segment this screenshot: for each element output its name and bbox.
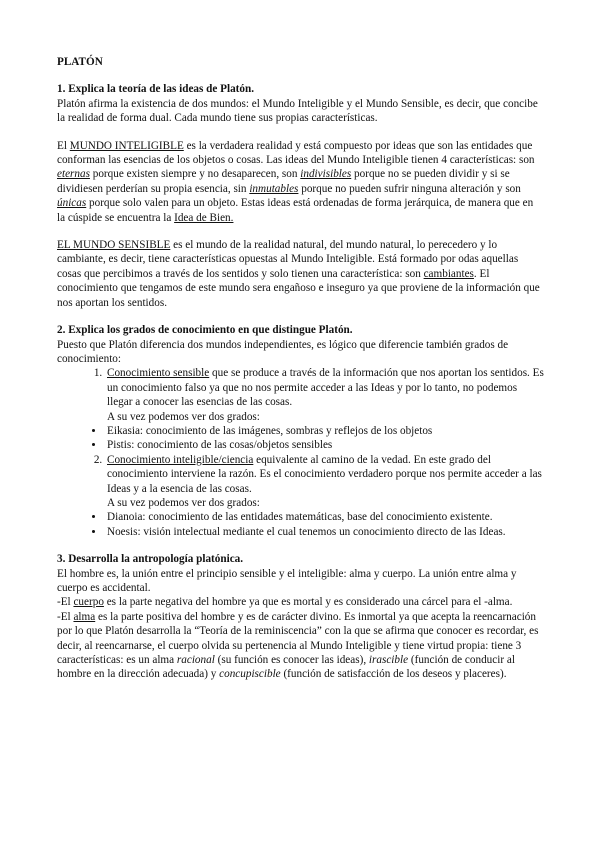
term-mundo-inteligible: MUNDO INTELIGIBLE	[69, 139, 184, 152]
text-run: es la parte positiva del hombre y es de carácter divino. Es inmortal ya que acepta la reencarnación por lo que Platón desarrolla la “Teoría de la reminiscencia” con la que se afirma que conocer es recordar, es decir, al reencarnarse, el cuerpo olvida su pertenencia al Mundo Inteligible y tiene virtud propia: tiene 3 características: es un alma	[57, 610, 539, 667]
list-item: • Eikasia: conocimiento de las imágenes, sombras y reflejos de los objetos	[105, 424, 544, 438]
section-1-paragraph-intelligible	[57, 139, 544, 225]
bullet-list-sensible	[57, 424, 544, 453]
grade-item-inteligible	[105, 453, 544, 511]
section-3-paragraph-1: El hombre es, la unión entre el principio sensible y el inteligible: alma y cuerpo. La unión entre alma y cuerpo es accidental.	[57, 567, 517, 594]
grade-note: A su vez podemos ver dos grados:	[107, 496, 260, 509]
text-run: porque existen siempre y no desaparecen, son	[89, 168, 301, 181]
bullet-list-inteligible	[57, 510, 544, 539]
section-3-heading: 3. Desarrolla la antropología platónica.	[57, 553, 244, 566]
list-item: • Dianoia: conocimiento de las entidades matemáticas, base del conocimiento existente.	[105, 510, 544, 524]
text-run: . El conocimiento que tengamos de este mundo sera engañoso e inseguro ya que proviene de la información que nos aportan los sentidos.	[57, 267, 540, 309]
term-conocimiento-inteligible: Conocimiento inteligible/ciencia	[107, 453, 254, 466]
section-3-paragraph-soul	[57, 610, 544, 682]
section-1-paragraph-sensible	[57, 238, 544, 310]
term-mundo-sensible: EL MUNDO SENSIBLE	[57, 239, 171, 252]
term-irascible: irascible	[368, 654, 409, 667]
grades-list-continued	[57, 453, 544, 511]
term-alma: alma	[73, 610, 96, 623]
list-item: • Noesis: visión intelectual mediante el cual tenemos un conocimiento directo de las Ideas.	[105, 525, 544, 539]
text-run: es el mundo de la realidad natural, del mundo natural, lo perecedero y lo cambiante, es decir, tiene características opuestas al Mundo Inteligible. Está formado por odas aquellas cosas que percibimos a través de los sentidos y solo tienen una característica: son	[57, 239, 519, 280]
text-run: -El	[57, 610, 74, 623]
document-title: PLATÓN	[57, 56, 103, 68]
section-1-heading: 1. Explica la teoría de las ideas de Platón.	[57, 83, 255, 96]
term-concupiscible: concupiscible	[219, 668, 281, 681]
list-item: • Pistis: conocimiento de las cosas/objetos sensibles	[105, 438, 544, 452]
grade-note: A su vez podemos ver dos grados:	[107, 410, 260, 423]
section-anthropology	[57, 552, 544, 682]
term-eternas: eternas	[57, 168, 90, 181]
section-grades-of-knowledge	[57, 323, 544, 539]
grades-list	[57, 366, 544, 424]
term-cuerpo: cuerpo	[73, 596, 104, 609]
term-cambiantes: cambiantes	[423, 267, 474, 280]
term-unicas: únicas	[57, 197, 87, 210]
term-inmutables: inmutables	[249, 182, 299, 195]
text-run: que se produce a través de la información que nos aportan los sentidos. Es un conocimiento falso ya que no nos permite acceder a las Ideas y por lo tanto, no podemos llegar a conocer las esencias de las cosas.	[107, 367, 544, 409]
text-run: porque no pueden sufrir ninguna alteración y son	[298, 182, 521, 195]
section-2-heading: 2. Explica los grados de conocimiento en que distingue Platón.	[57, 324, 353, 337]
text-run: (su función es conocer las ideas),	[214, 654, 369, 667]
document-page	[57, 55, 544, 695]
section-3-paragraph-body	[57, 595, 544, 609]
grade-item-sensible	[105, 366, 544, 424]
text-run: (función de conducir al hombre en la dirección adecuada) y	[57, 654, 515, 681]
text-run: El	[57, 139, 70, 152]
text-run: equivalente al camino de la vedad. En este grado del conocimiento interviene la razón. Es el conocimiento verdadero porque nos permite acceder a las Ideas y a la esencia de las cosas.	[107, 453, 542, 495]
section-2-intro: Puesto que Platón diferencia dos mundos independientes, es lógico que diferencie también grados de conocimiento:	[57, 338, 509, 365]
text-run: porque no se pueden dividir y si se dividiesen perderían su propia esencia, sin	[57, 168, 510, 195]
section-1-paragraph-1: Platón afirma la existencia de dos mundos: el Mundo Inteligible y el Mundo Sensible, es decir, que concibe la realidad de forma dual. Cada mundo tiene sus propias características.	[57, 97, 538, 125]
term-indivisibles: indivisibles	[300, 168, 352, 181]
term-idea-de-bien: Idea de Bien.	[174, 211, 234, 224]
term-conocimiento-sensible: Conocimiento sensible	[107, 367, 210, 380]
term-racional: racional	[176, 654, 215, 667]
text-run: -El	[57, 596, 74, 609]
text-run: (función de satisfacción de los deseos y placeres).	[280, 668, 507, 681]
text-run: es la parte negativa del hombre ya que es mortal y es considerado una cárcel para el -alma.	[103, 596, 513, 609]
section-theory-of-ideas	[57, 82, 544, 310]
text-run: porque solo valen para un objeto. Estas ideas está ordenadas de forma jerárquica, de manera que en la cúspide se encuentra la	[57, 197, 534, 224]
text-run: es la verdadera realidad y está compuesto por ideas que son las entidades que conforman las esencias de los objetos o cosas. Las ideas del Mundo Inteligible tienen 4 características: son	[57, 139, 535, 167]
